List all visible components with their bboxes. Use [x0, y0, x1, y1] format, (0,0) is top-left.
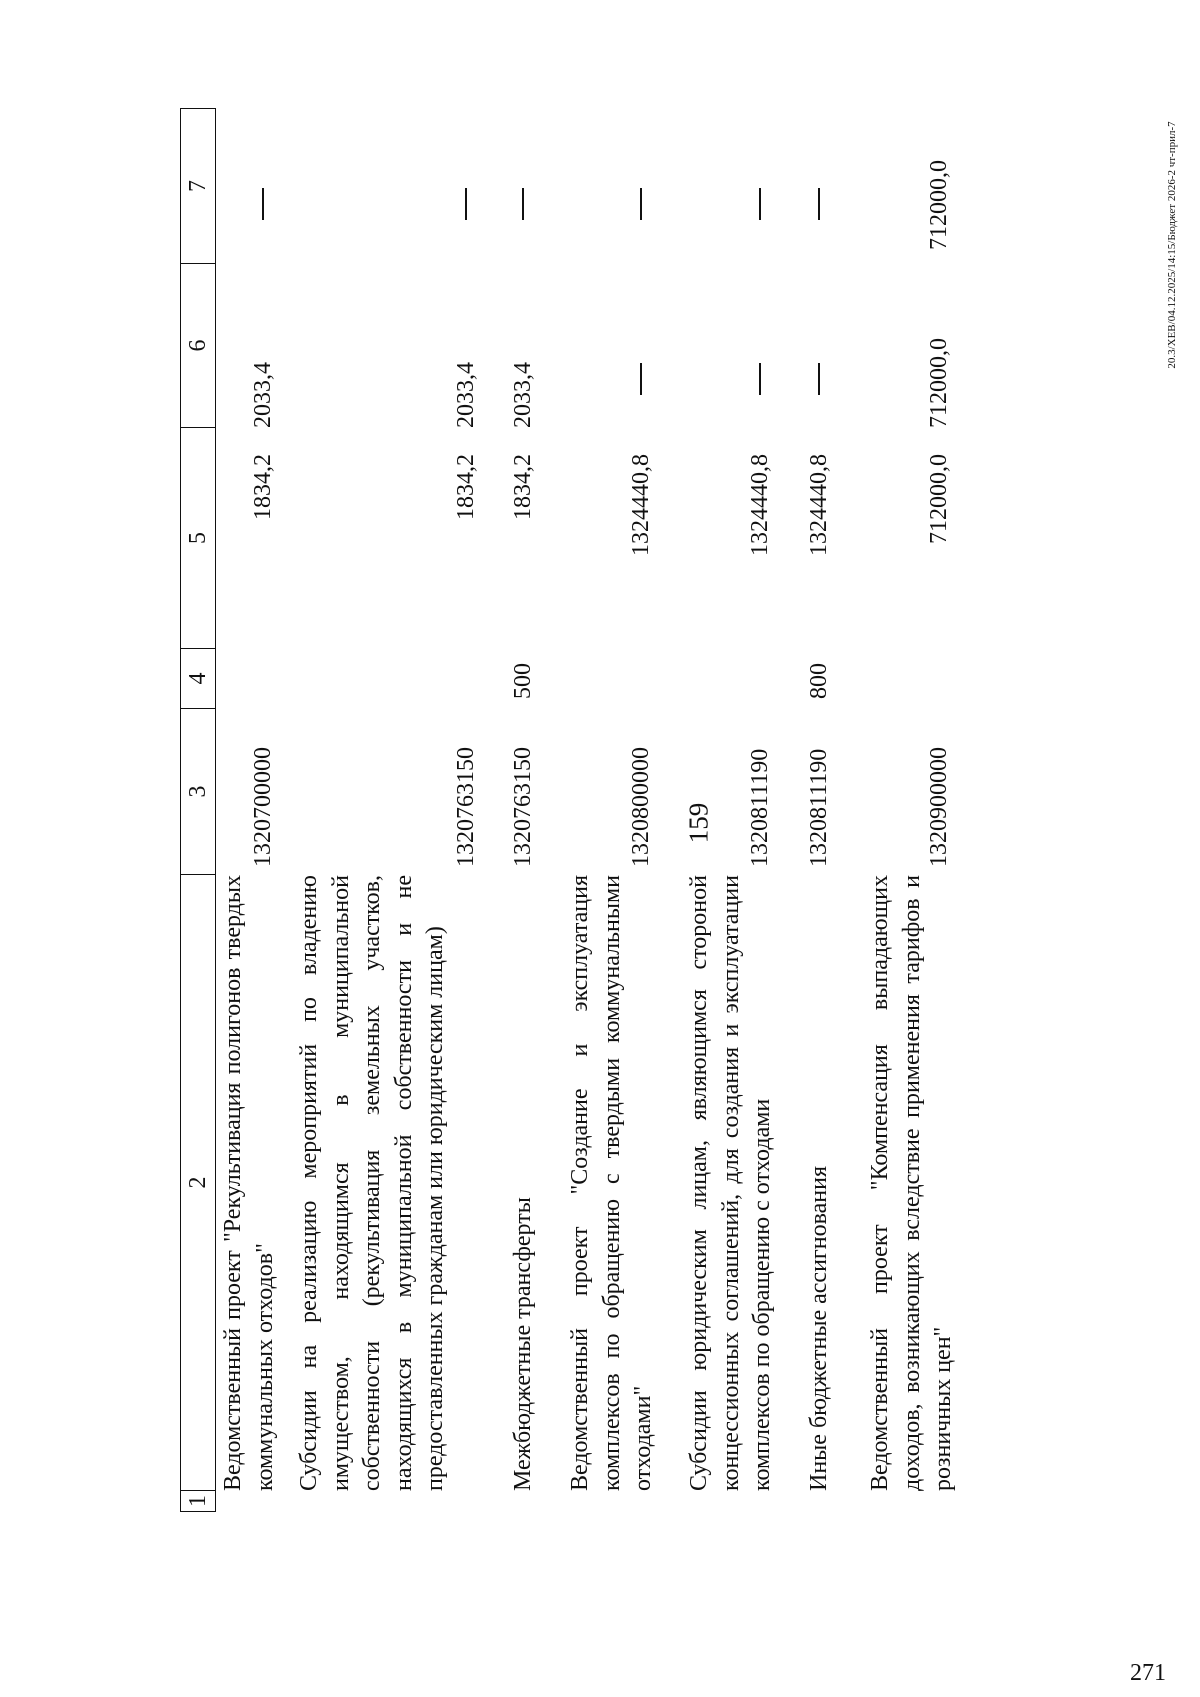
row-2-code: 1320763150 — [453, 747, 479, 867]
row-5-value-7-dash — [759, 188, 761, 220]
row-7-code: 1320900000 — [926, 747, 952, 867]
column-header-5: 5 — [181, 427, 215, 648]
row-1-value-7-dash — [262, 188, 264, 220]
row-7-name: Ведомственный проект "Компенсация выпадающих доходов, возникающих вследствие применения тарифов и розничных цен" — [867, 875, 956, 1491]
row-6-type: 800 — [806, 663, 832, 699]
column-header-4: 4 — [181, 648, 215, 708]
column-header-7: 7 — [184, 180, 211, 192]
row-2-value-6: 2033,4 — [453, 362, 479, 428]
row-4-code: 1320800000 — [628, 747, 654, 867]
row-1-value-5: 1834,2 — [250, 454, 276, 520]
column-header-row — [180, 108, 216, 1512]
row-4-value-5: 1324440,8 — [628, 454, 654, 556]
row-3-value-6: 2033,4 — [510, 362, 536, 428]
row-4-value-7-dash — [640, 188, 642, 220]
row-2-value-7-dash — [465, 188, 467, 220]
column-header-3: 3 — [181, 708, 215, 874]
row-1-name: Ведомственный проект "Рекультивация полигонов твердых коммунальных отходов" — [220, 875, 278, 1491]
row-2-name: Субсидии на реализацию мероприятий по владению имуществом, находящимся в муниципальной собственности (рекультивация земельных участков, находящихся в муниципальной собственности и не предоставленных гражданам или юридическим лицам) — [296, 875, 448, 1491]
row-6-code: 1320811190 — [806, 748, 832, 867]
row-3-code: 1320763150 — [510, 747, 536, 867]
row-6-value-7-dash — [818, 188, 820, 220]
row-1-code: 1320700000 — [250, 747, 276, 867]
row-6-value-5: 1324440,8 — [806, 454, 832, 556]
column-header-6: 6 — [181, 263, 215, 427]
row-7-value-6: 712000,0 — [926, 338, 952, 428]
row-5-name: Субсидии юридическим лицам, являющимся стороной концессионных соглашений, для создания и эксплуатации комплексов по обращению с отходами — [686, 875, 775, 1491]
row-3-value-7-dash — [522, 188, 524, 220]
row-5-value-6-dash — [759, 363, 761, 395]
row-4-value-6-dash — [640, 363, 642, 395]
row-5-value-5: 1324440,8 — [747, 454, 773, 556]
budget-table — [180, 62, 1060, 1512]
column-header-2: 2 — [181, 874, 215, 1490]
row-6-value-6-dash — [818, 363, 820, 395]
row-3-type: 500 — [510, 663, 536, 699]
column-header-1: 1 — [181, 1490, 215, 1511]
row-6-name: Иные бюджетные ассигнования — [806, 1166, 832, 1491]
row-1-value-6: 2033,4 — [250, 362, 276, 428]
row-4-name: Ведомственный проект "Создание и эксплуатация комплексов по обращению с твердыми коммунальными отходами" — [567, 875, 656, 1491]
sheet-number: 271 — [1130, 1660, 1166, 1686]
page-number: 159 — [683, 802, 714, 844]
row-3-value-5: 1834,2 — [510, 454, 536, 520]
row-7-value-5: 712000,0 — [926, 454, 952, 544]
row-2-value-5: 1834,2 — [453, 454, 479, 520]
row-3-name: Межбюджетные трансферты — [510, 1197, 536, 1491]
row-5-code: 1320811190 — [747, 748, 773, 867]
footer-code: 20.3/ХЕВ/04.12.2025/14:15/Бюджет 2026-2 чт-прил-7 — [1166, 121, 1178, 369]
row-7-value-7: 712000,0 — [926, 160, 952, 250]
